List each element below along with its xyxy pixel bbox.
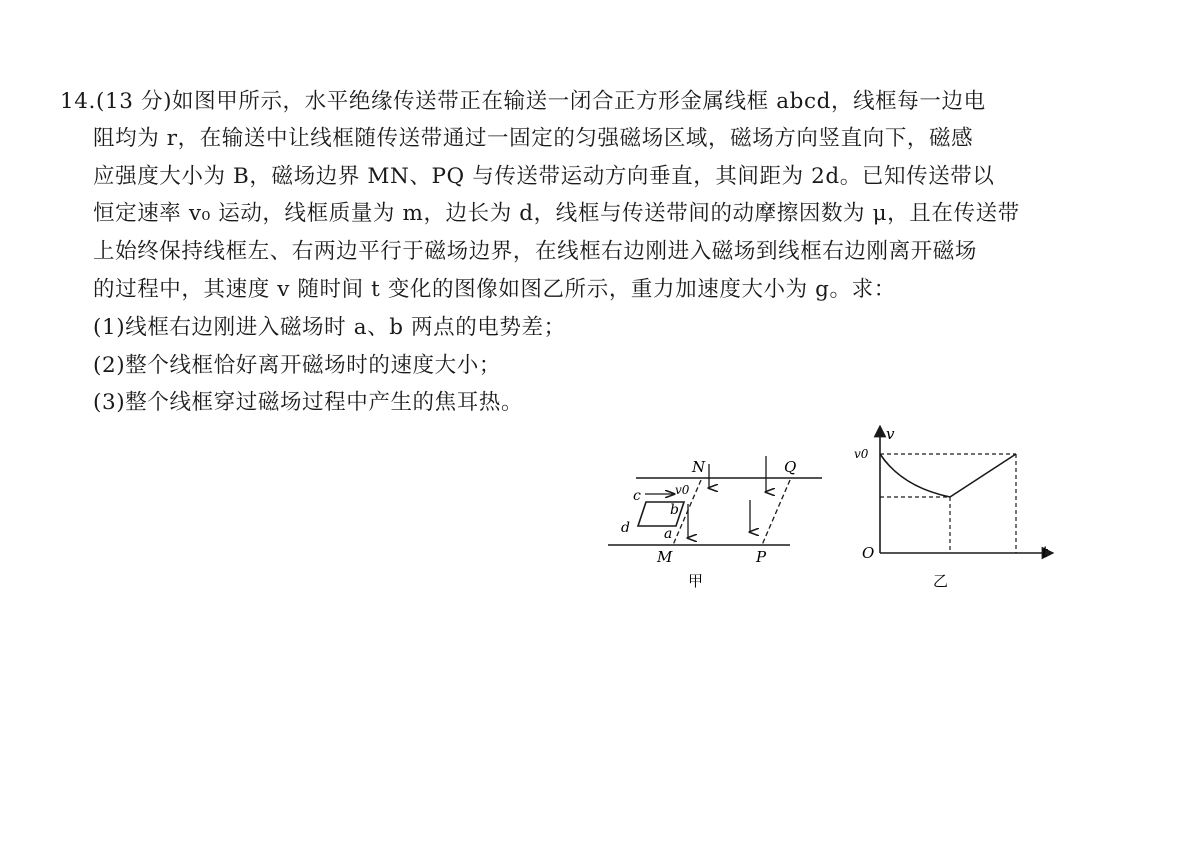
axis-label-t: t xyxy=(1042,543,1049,561)
label-d: d xyxy=(621,520,630,536)
axis-label-v: v xyxy=(886,425,895,443)
label-b: b xyxy=(670,502,679,518)
label-n: N xyxy=(692,458,706,476)
label-q: Q xyxy=(784,458,797,476)
label-c: c xyxy=(633,488,641,504)
question-1: (1)线框右边刚进入磁场时 a、b 两点的电势差； xyxy=(93,315,566,340)
origin-label: O xyxy=(862,544,875,562)
caption-yi: 乙 xyxy=(933,572,949,590)
velocity-line-acceleration xyxy=(950,454,1016,497)
figure-jia-svg xyxy=(600,448,830,598)
label-v0: v0 xyxy=(675,483,690,497)
label-m: M xyxy=(657,548,673,566)
question-2: (2)整个线框恰好离开磁场时的速度大小； xyxy=(93,353,501,378)
problem-line-6: 的过程中，其速度 v 随时间 t 变化的图像如图乙所示，重力加速度大小为 g。求： xyxy=(93,277,896,302)
caption-jia: 甲 xyxy=(688,572,704,590)
velocity-curve-deceleration xyxy=(880,454,950,497)
label-p: P xyxy=(756,548,767,566)
problem-line-4: 恒定速率 v₀ 运动，线框质量为 m，边长为 d，线框与传送带间的动摩擦因数为 μ，且在传送带 xyxy=(93,201,1020,226)
question-3: (3)整个线框穿过磁场过程中产生的焦耳热。 xyxy=(93,390,524,415)
problem-line-2: 阻均为 r，在输送中让线框随传送带通过一固定的匀强磁场区域，磁场方向竖直向下，磁感 xyxy=(93,126,974,151)
problem-line-3: 应强度大小为 B，磁场边界 MN、PQ 与传送带运动方向垂直，其间距为 2d。已知传送带以 xyxy=(93,164,995,189)
figure-jia xyxy=(600,448,830,598)
v0-label: v0 xyxy=(854,447,869,461)
figure-yi xyxy=(850,425,1060,595)
label-a: a xyxy=(664,526,673,542)
figure-yi-svg xyxy=(850,425,1060,595)
problem-line-5: 上始终保持线框左、右两边平行于磁场边界，在线框右边刚进入磁场到线框右边刚离开磁场 xyxy=(93,239,978,264)
problem-line-1: 14.(13 分)如图甲所示，水平绝缘传送带正在输送一闭合正方形金属线框 abcd，线框每一边电 xyxy=(60,89,986,114)
